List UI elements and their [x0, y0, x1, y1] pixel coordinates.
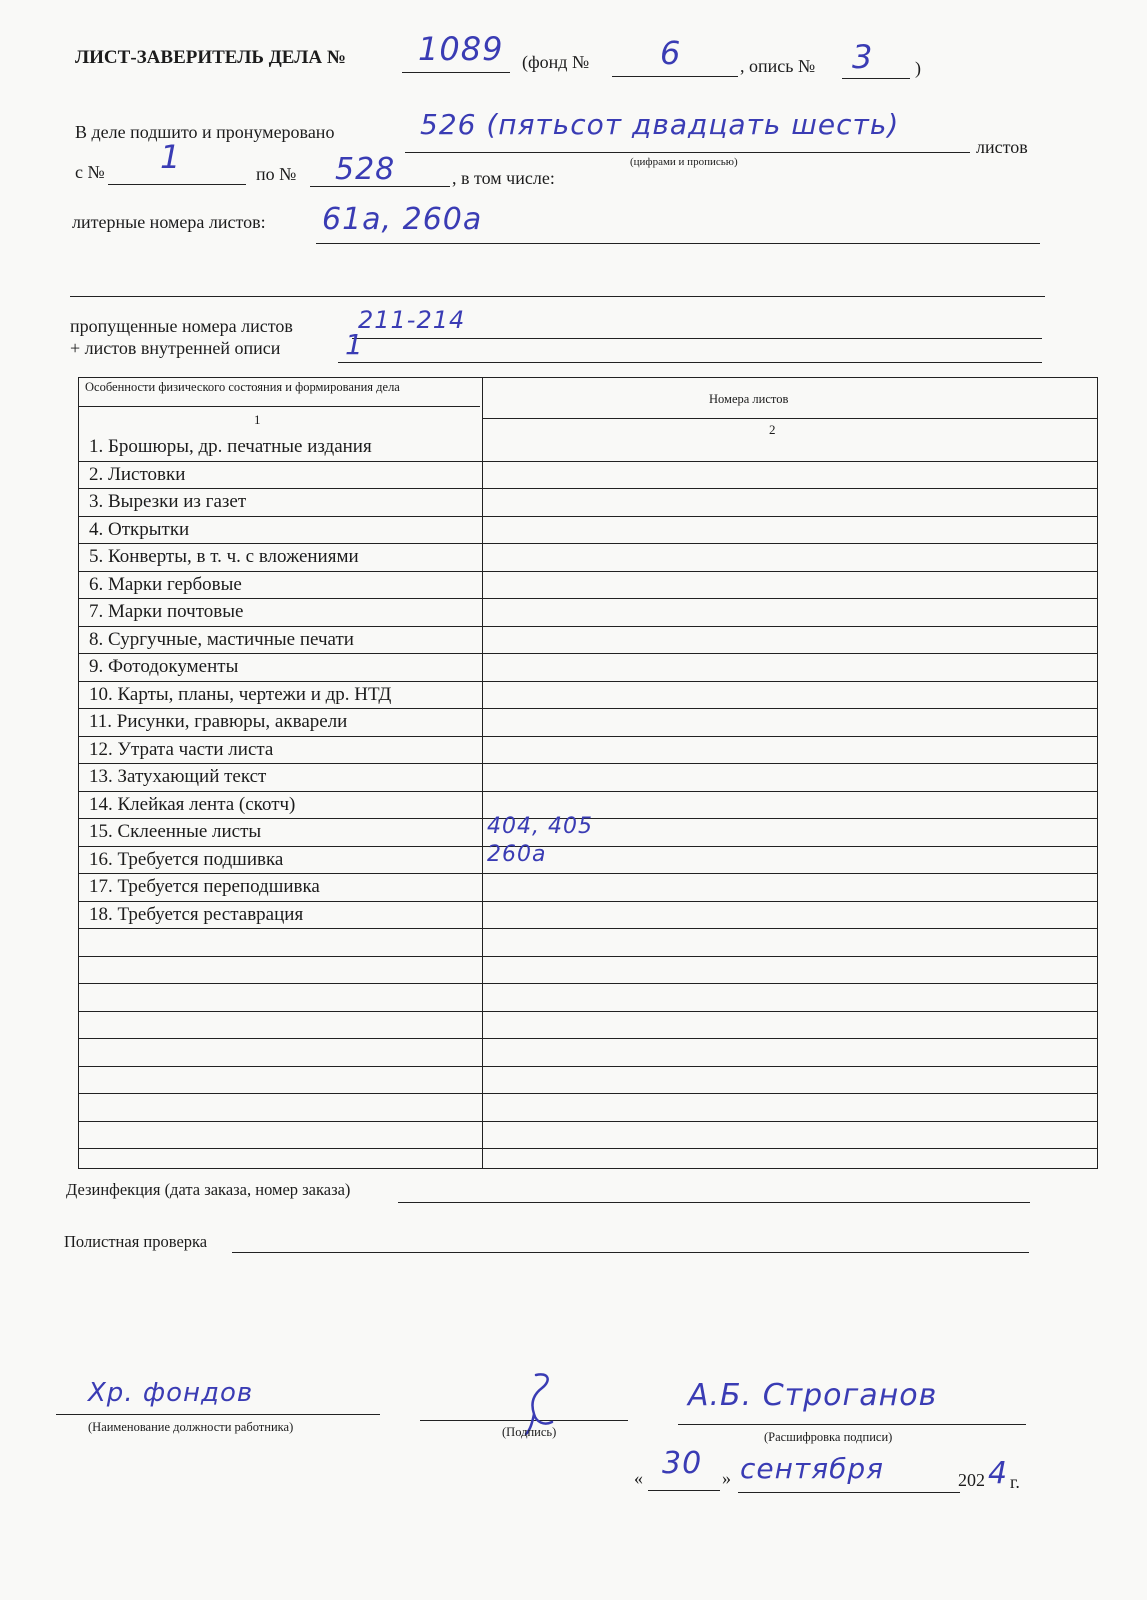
table-row-label: 7. Марки почтовые — [89, 601, 244, 622]
document-title: ЛИСТ-ЗАВЕРИТЕЛЬ ДЕЛА № — [75, 47, 346, 68]
date-open-quote: « — [634, 1468, 643, 1488]
table-row-label: 1. Брошюры, др. печатные издания — [89, 436, 372, 457]
position-caption: (Наименование должности работника) — [88, 1420, 294, 1434]
header-subline-left — [79, 406, 480, 407]
table-row-border — [79, 516, 1097, 517]
letter-numbers-line — [316, 243, 1040, 244]
date-month-value[interactable]: сентября — [740, 1452, 884, 1485]
table-row-border — [79, 543, 1097, 544]
date-day-value[interactable]: 30 — [662, 1446, 703, 1481]
header-subline-right — [482, 418, 1097, 419]
position-line — [56, 1414, 380, 1415]
table-row-label: 13. Затухающий текст — [89, 766, 267, 787]
sheets-count-value[interactable]: 526 (пятьсот двадцать шесть) — [420, 108, 900, 141]
sheets-suffix: листов — [976, 137, 1028, 157]
page-check-label: Полистная проверка — [64, 1232, 208, 1251]
table-row-label: 3. Вырезки из газет — [89, 491, 247, 512]
table-row-border — [79, 626, 1097, 627]
table-row-border — [79, 791, 1097, 792]
table-row-value[interactable]: 260а — [487, 841, 547, 867]
table-row-border — [79, 901, 1097, 902]
empty-row-border — [79, 1093, 1097, 1094]
date-month-line — [738, 1492, 960, 1493]
table-row-border — [79, 708, 1097, 709]
table-column-divider — [482, 378, 483, 1168]
date-close-quote: » — [722, 1468, 731, 1488]
table-row-border — [79, 928, 1097, 929]
table-row-label: 16. Требуется подшивка — [89, 848, 284, 870]
case-number-value[interactable]: 1089 — [418, 30, 504, 68]
inner-inventory-value[interactable]: 1 — [345, 328, 364, 361]
date-year-prefix: 202 — [958, 1470, 985, 1490]
empty-row-border — [79, 1066, 1097, 1067]
header-close-paren: ) — [915, 58, 921, 78]
sheets-count-caption: (цифрами и прописью) — [630, 156, 738, 168]
from-line — [108, 184, 246, 185]
table-row-label: 10. Карты, планы, чертежи и др. НТД — [89, 683, 392, 705]
name-caption: (Расшифровка подписи) — [764, 1430, 893, 1444]
table-row-label: 9. Фотодокументы — [89, 656, 239, 677]
table-row-border — [79, 461, 1097, 462]
table-row-border — [79, 653, 1097, 654]
name-line — [678, 1424, 1026, 1425]
table-row-border — [79, 571, 1097, 572]
opis-label: , опись № — [740, 56, 816, 76]
date-year-abbr: г. — [1010, 1472, 1020, 1492]
table-row-label: 17. Требуется переподшивка — [89, 876, 320, 897]
letter-numbers-line-2 — [70, 296, 1045, 297]
date-day-line — [648, 1490, 720, 1491]
signature-caption: (Подпись) — [502, 1425, 557, 1439]
table-row-label: 5. Конверты, в т. ч. с вложениями — [89, 546, 359, 567]
physical-state-table — [78, 377, 1098, 1169]
opis-number-value[interactable]: 3 — [852, 38, 874, 76]
letter-numbers-value[interactable]: 61а, 260а — [322, 202, 483, 237]
from-value[interactable]: 1 — [160, 138, 182, 176]
col1-index: 1 — [254, 412, 261, 427]
inner-inventory-label: + листов внутренней описи — [70, 338, 281, 358]
missing-numbers-label: пропущенные номера листов — [70, 316, 293, 336]
fond-number-line — [612, 76, 738, 77]
table-row-border — [79, 873, 1097, 874]
table-row-label: 15. Склеенные листы — [89, 821, 262, 842]
disinfection-label: Дезинфекция (дата заказа, номер заказа) — [66, 1180, 351, 1199]
to-value[interactable]: 528 — [335, 152, 396, 187]
case-number-line — [402, 72, 510, 73]
table-row-border — [79, 681, 1097, 682]
position-value[interactable]: Хр. фондов — [88, 1378, 254, 1408]
opis-number-line — [842, 78, 910, 79]
inner-inventory-line — [338, 362, 1042, 363]
table-row-label: 18. Требуется реставрация — [89, 903, 304, 925]
table-row-label: 14. Клейкая лента (скотч) — [89, 793, 296, 815]
name-value[interactable]: А.Б. Строганов — [688, 1378, 938, 1413]
date-year-value[interactable]: 4 — [988, 1456, 1009, 1491]
col2-index: 2 — [769, 422, 776, 437]
table-row-border — [79, 846, 1097, 847]
including-label: , в том числе: — [452, 168, 555, 188]
table-row-value[interactable]: 404, 405 — [487, 814, 593, 839]
table-row-label: 6. Марки гербовые — [89, 573, 242, 595]
table-row-border — [79, 763, 1097, 764]
empty-row-border — [79, 983, 1097, 984]
col1-header: Особенности физического состояния и формирования дела — [85, 380, 400, 394]
sheets-count-label: В деле подшито и пронумеровано — [75, 122, 335, 142]
table-row-border — [79, 736, 1097, 737]
empty-row-border — [79, 956, 1097, 957]
table-row-border — [79, 598, 1097, 599]
empty-row-border — [79, 1121, 1097, 1122]
table-row-label: 12. Утрата части листа — [89, 738, 274, 760]
fond-number-value[interactable]: 6 — [660, 34, 682, 72]
table-row-label: 2. Листовки — [89, 463, 186, 485]
from-label: с № — [75, 162, 105, 182]
missing-numbers-line — [352, 338, 1042, 339]
table-row-label: 11. Рисунки, гравюры, акварели — [89, 711, 348, 732]
page-check-line[interactable] — [232, 1252, 1029, 1253]
table-row-border — [79, 488, 1097, 489]
to-label: по № — [256, 164, 297, 184]
table-row-label: 8. Сургучные, мастичные печати — [89, 628, 354, 650]
table-row-label: 4. Открытки — [89, 518, 190, 540]
empty-row-border — [79, 1148, 1097, 1149]
disinfection-line[interactable] — [398, 1202, 1030, 1203]
col2-header: Номера листов — [709, 392, 789, 406]
fond-label: (фонд № — [522, 52, 590, 72]
sheets-count-line — [405, 152, 970, 153]
empty-row-border — [79, 1011, 1097, 1012]
missing-numbers-value[interactable]: 211-214 — [358, 306, 466, 334]
empty-row-border — [79, 1038, 1097, 1039]
letter-numbers-label: литерные номера листов: — [72, 212, 266, 232]
